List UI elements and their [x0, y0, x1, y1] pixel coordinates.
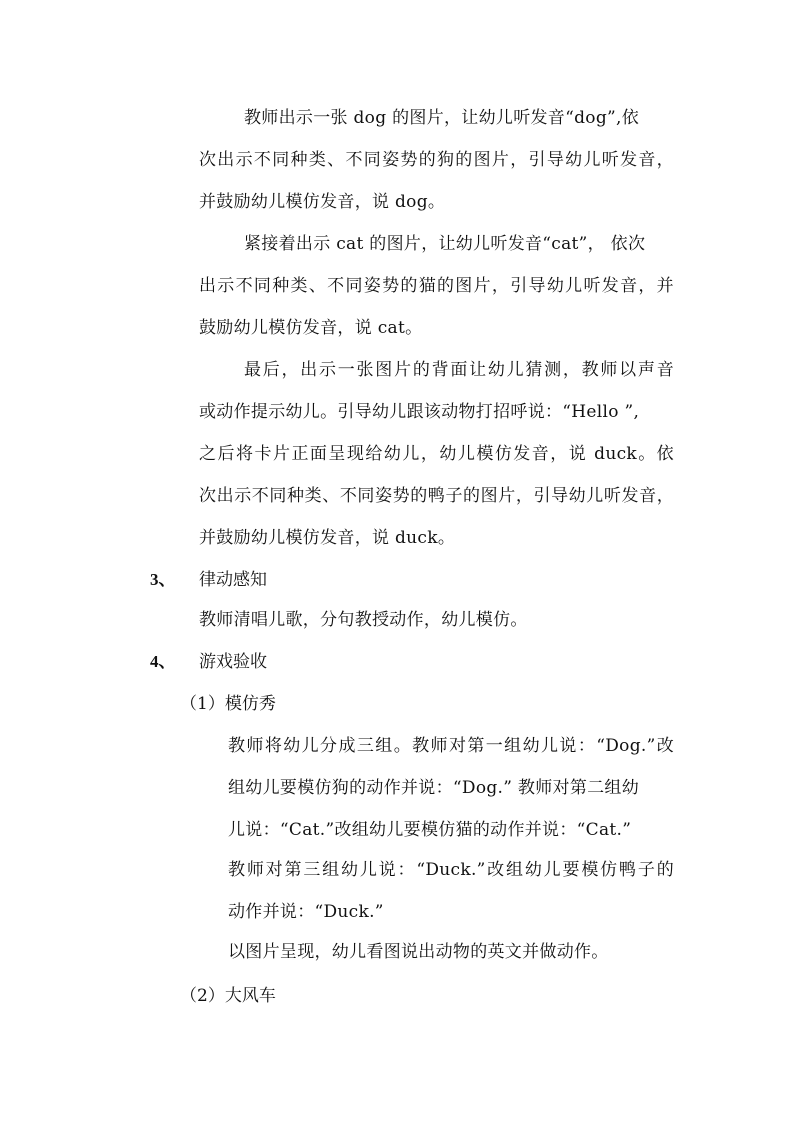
- para-dog-line-1: 教师出示一张 dog 的图片，让幼儿听发音“dog”,依: [244, 108, 639, 128]
- section-3-number: 3、: [150, 570, 176, 589]
- para-duck-line-5: 并鼓励幼儿模仿发音，说 duck。: [199, 528, 456, 548]
- sub-1-line-4: 教师对第三组幼儿说：“Duck.”改组幼儿要模仿鸭子的: [228, 860, 674, 880]
- para-cat-line-3: 鼓励幼儿模仿发音，说 cat。: [199, 318, 423, 338]
- sub-1-line-5: 动作并说：“Duck.”: [228, 902, 384, 922]
- sub-1-line-3: 儿说：“Cat.”改组幼儿要模仿猫的动作并说：“Cat.”: [228, 820, 632, 840]
- section-4-number: 4、: [150, 652, 176, 671]
- para-cat-line-2: 出示不同种类、不同姿势的猫的图片，引导幼儿听发音，并: [199, 276, 674, 296]
- section-3-title: 律动感知: [199, 570, 267, 590]
- para-cat-line-1: 紧接着出示 cat 的图片，让幼儿听发音“cat”， 依次: [244, 234, 646, 254]
- para-dog-line-3: 并鼓励幼儿模仿发音，说 dog。: [199, 192, 446, 212]
- sub-1-line-6: 以图片呈现，幼儿看图说出动物的英文并做动作。: [228, 942, 609, 962]
- sub-1-line-2: 组幼儿要模仿狗的动作并说：“Dog.” 教师对第二组幼: [228, 778, 640, 798]
- sub-1-line-1: 教师将幼儿分成三组。教师对第一组幼儿说：“Dog.”改: [228, 736, 674, 756]
- sub-1-label: （1）模仿秀: [180, 694, 276, 714]
- section-3-text: 教师清唱儿歌，分句教授动作，幼儿模仿。: [199, 610, 528, 630]
- para-duck-line-3: 之后将卡片正面呈现给幼儿，幼儿模仿发音，说 duck。依: [199, 444, 674, 464]
- para-duck-line-4: 次出示不同种类、不同姿势的鸭子的图片，引导幼儿听发音，: [199, 486, 674, 506]
- section-4-title: 游戏验收: [199, 652, 267, 672]
- para-duck-line-2: 或动作提示幼儿。引导幼儿跟该动物打招呼说：“Hello ”,: [199, 402, 640, 422]
- para-duck-line-1: 最后，出示一张图片的背面让幼儿猜测，教师以声音: [244, 360, 674, 380]
- sub-2-label: （2）大风车: [180, 986, 276, 1006]
- para-dog-line-2: 次出示不同种类、不同姿势的狗的图片，引导幼儿听发音，: [199, 150, 674, 170]
